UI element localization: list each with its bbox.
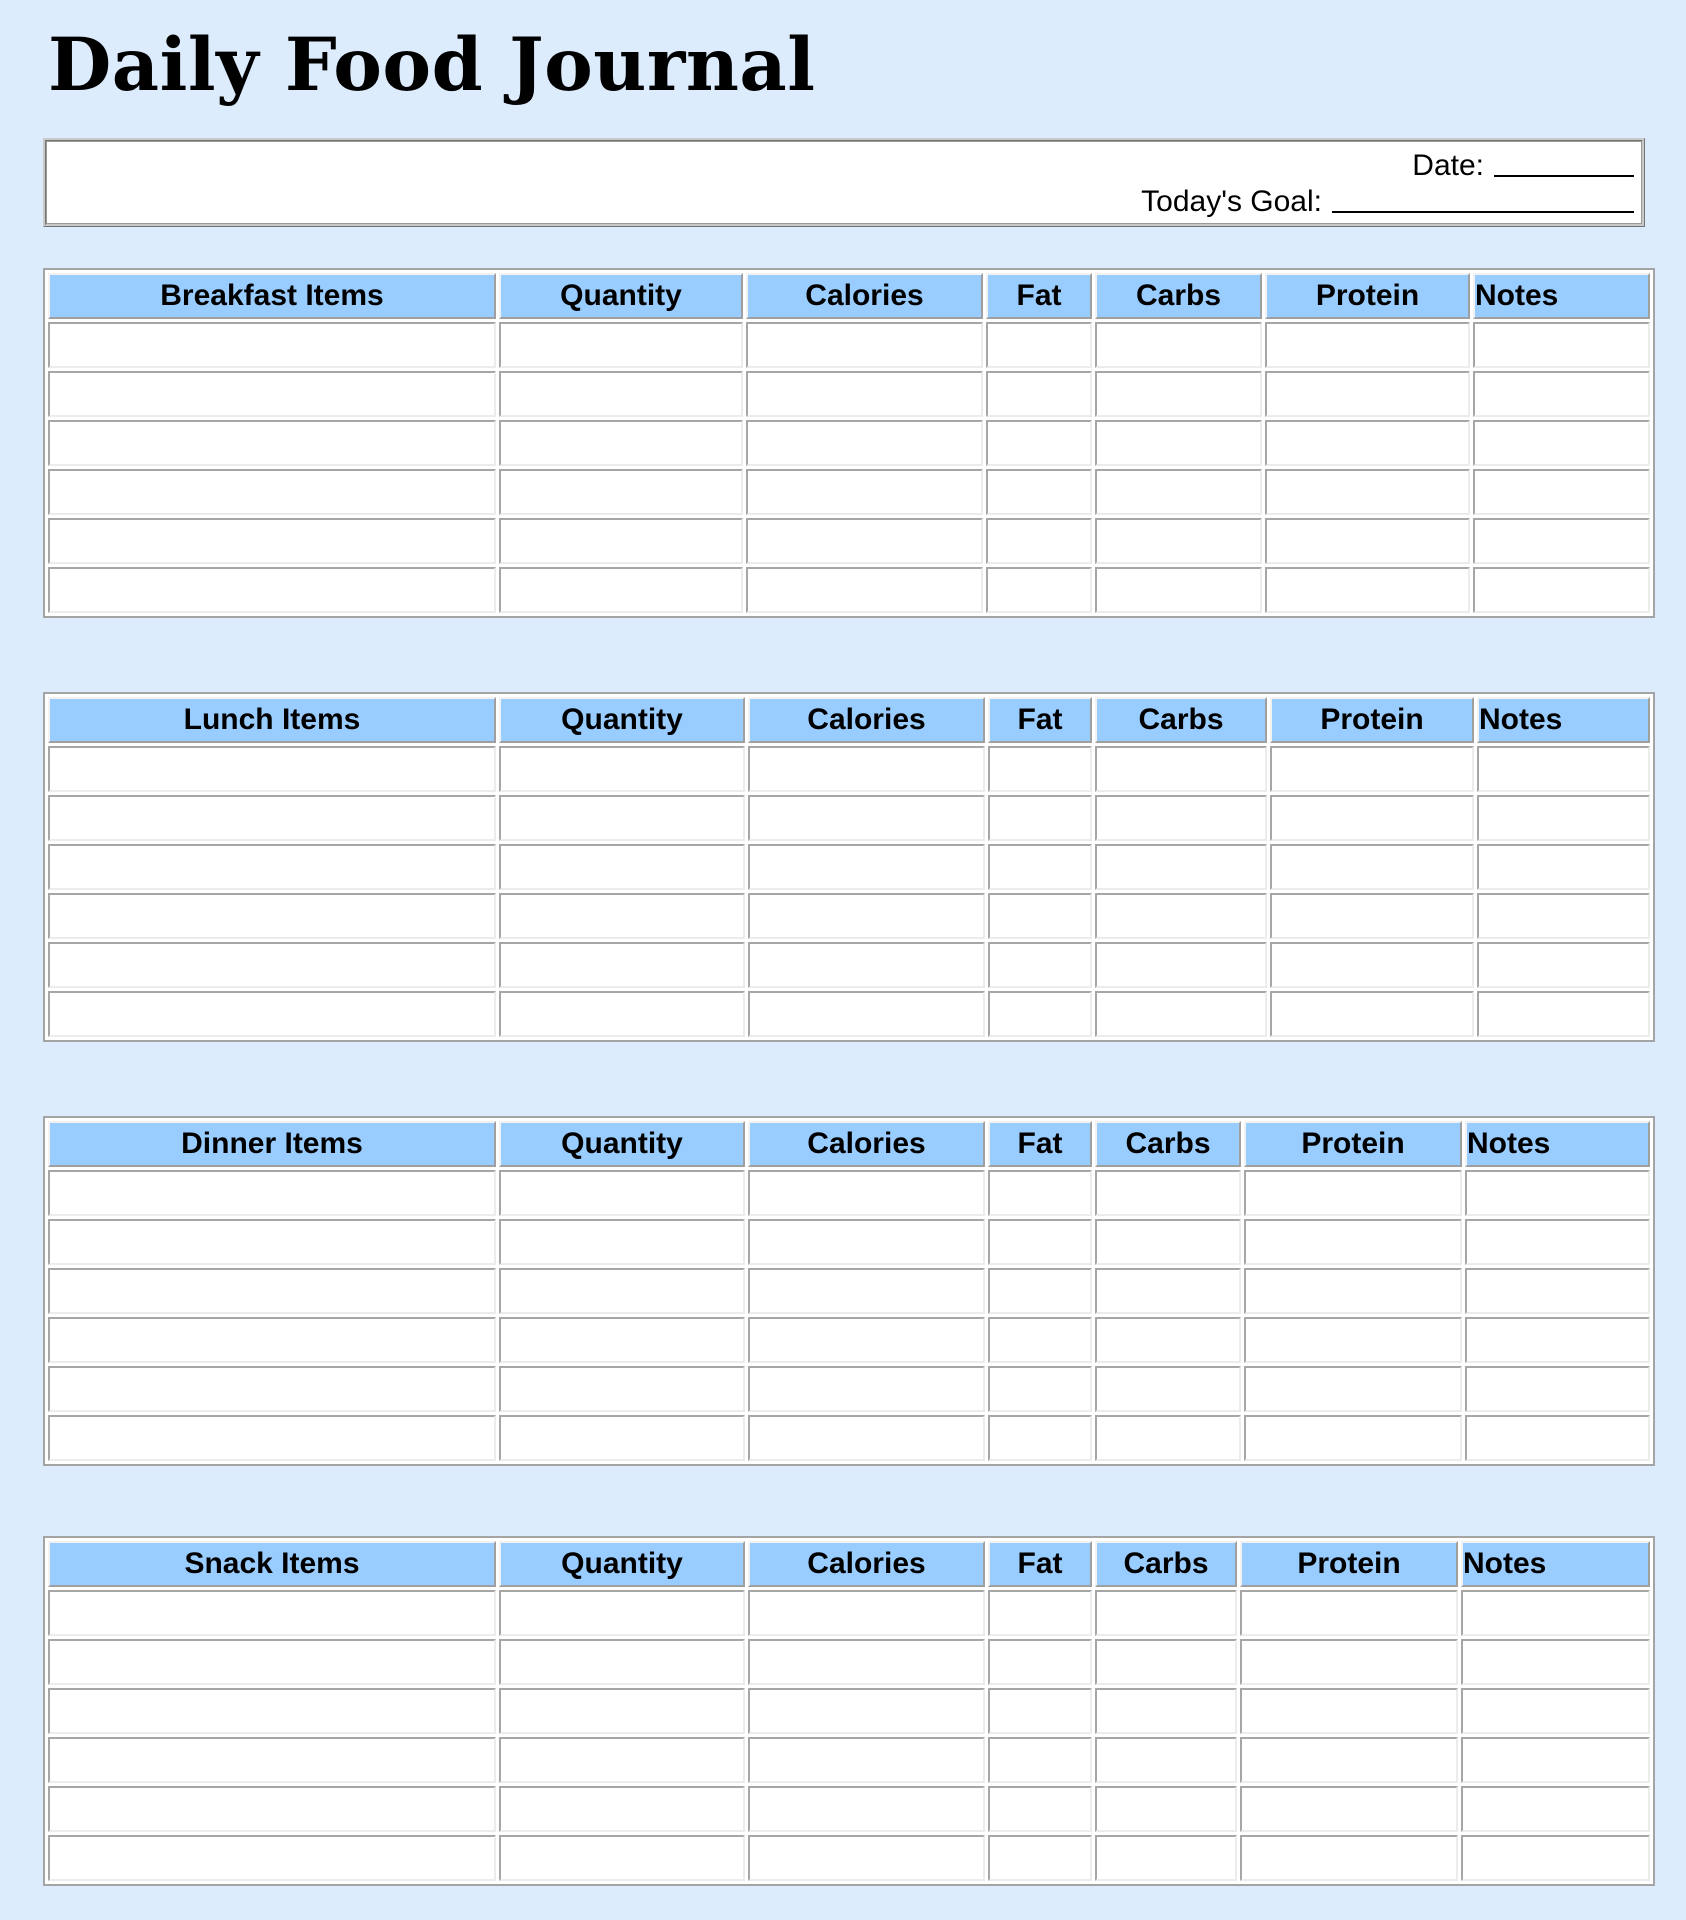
entry-cell[interactable]	[746, 322, 983, 368]
entry-cell[interactable]	[48, 1366, 496, 1412]
column-header: Protein	[1270, 697, 1474, 743]
column-header: Notes	[1473, 273, 1650, 319]
entry-cell[interactable]	[1270, 942, 1474, 988]
entry-cell[interactable]	[988, 1219, 1092, 1265]
entry-cell[interactable]	[1095, 567, 1262, 613]
entry-cell[interactable]	[499, 322, 743, 368]
entry-cell[interactable]	[499, 893, 745, 939]
entry-cell[interactable]	[1473, 469, 1650, 515]
column-header: Notes	[1465, 1121, 1650, 1167]
table-row	[48, 1415, 1650, 1461]
entry-cell[interactable]	[1461, 1688, 1650, 1734]
entry-cell[interactable]	[48, 1415, 496, 1461]
column-header: Fat	[988, 697, 1092, 743]
entry-cell[interactable]	[1461, 1737, 1650, 1783]
entry-cell[interactable]	[48, 1688, 496, 1734]
entry-cell[interactable]	[748, 746, 985, 792]
entry-cell[interactable]	[1461, 1590, 1650, 1636]
entry-cell[interactable]	[1477, 844, 1650, 890]
entry-cell[interactable]	[499, 518, 743, 564]
entry-cell[interactable]	[1240, 1639, 1458, 1685]
table-row	[48, 567, 1650, 613]
entry-cell[interactable]	[48, 746, 496, 792]
entry-cell[interactable]	[1473, 420, 1650, 466]
entry-cell[interactable]	[1095, 322, 1262, 368]
column-header: Carbs	[1095, 273, 1262, 319]
entry-cell[interactable]	[748, 1219, 985, 1265]
entry-cell[interactable]	[988, 1415, 1092, 1461]
entry-cell[interactable]	[48, 1786, 496, 1832]
column-header: Fat	[988, 1121, 1092, 1167]
entry-cell[interactable]	[48, 1268, 496, 1314]
entry-cell[interactable]	[48, 844, 496, 890]
entry-cell[interactable]	[986, 420, 1092, 466]
entry-cell[interactable]	[988, 1590, 1092, 1636]
column-header: Notes	[1461, 1541, 1650, 1587]
table-row	[48, 371, 1650, 417]
entry-cell[interactable]	[748, 1590, 985, 1636]
entry-cell[interactable]	[499, 420, 743, 466]
entry-cell[interactable]	[48, 1835, 496, 1881]
entry-cell[interactable]	[1095, 1786, 1237, 1832]
entry-cell[interactable]	[986, 567, 1092, 613]
entry-cell[interactable]	[499, 1688, 745, 1734]
table-row	[48, 746, 1650, 792]
entry-cell[interactable]	[1244, 1219, 1462, 1265]
entry-cell[interactable]	[1265, 371, 1470, 417]
column-header: Carbs	[1095, 1121, 1241, 1167]
entry-cell[interactable]	[988, 893, 1092, 939]
entry-cell[interactable]	[1477, 942, 1650, 988]
entry-cell[interactable]	[1095, 1317, 1241, 1363]
entry-cell[interactable]	[1095, 991, 1267, 1037]
column-header: Lunch Items	[48, 697, 496, 743]
entry-cell[interactable]	[1477, 746, 1650, 792]
entry-cell[interactable]	[48, 518, 496, 564]
entry-cell[interactable]	[1244, 1415, 1462, 1461]
goal-label: Today's Goal:	[1141, 185, 1322, 218]
entry-cell[interactable]	[48, 795, 496, 841]
entry-cell[interactable]	[1095, 1366, 1241, 1412]
column-header: Calories	[746, 273, 983, 319]
table-row	[48, 795, 1650, 841]
entry-cell[interactable]	[988, 1835, 1092, 1881]
table-row	[48, 1688, 1650, 1734]
entry-cell[interactable]	[1265, 518, 1470, 564]
column-header: Quantity	[499, 697, 745, 743]
column-header: Calories	[748, 697, 985, 743]
entry-cell[interactable]	[499, 942, 745, 988]
entry-cell[interactable]	[1477, 991, 1650, 1037]
entry-cell[interactable]	[746, 567, 983, 613]
table-row	[48, 942, 1650, 988]
entry-cell[interactable]	[746, 518, 983, 564]
entry-cell[interactable]	[748, 1366, 985, 1412]
goal-blank[interactable]	[1332, 185, 1634, 213]
entry-cell[interactable]	[499, 844, 745, 890]
entry-cell[interactable]	[1095, 469, 1262, 515]
entry-cell[interactable]	[48, 1170, 496, 1216]
column-header: Protein	[1240, 1541, 1458, 1587]
entry-cell[interactable]	[499, 1786, 745, 1832]
dinner-table	[43, 1116, 1655, 1466]
entry-cell[interactable]	[1095, 420, 1262, 466]
entry-cell[interactable]	[48, 991, 496, 1037]
entry-cell[interactable]	[988, 1786, 1092, 1832]
entry-cell[interactable]	[1095, 746, 1267, 792]
entry-cell[interactable]	[1473, 371, 1650, 417]
table-row	[48, 420, 1650, 466]
table-header-row	[48, 273, 1650, 319]
entry-cell[interactable]	[1473, 567, 1650, 613]
date-blank[interactable]	[1494, 149, 1634, 177]
entry-cell[interactable]	[748, 893, 985, 939]
entry-cell[interactable]	[748, 1786, 985, 1832]
column-header: Protein	[1265, 273, 1470, 319]
lunch-table	[43, 692, 1655, 1042]
entry-cell[interactable]	[1244, 1317, 1462, 1363]
column-header: Snack Items	[48, 1541, 496, 1587]
column-header: Breakfast Items	[48, 273, 496, 319]
column-header: Quantity	[499, 1541, 745, 1587]
table-row	[48, 1219, 1650, 1265]
entry-cell[interactable]	[1095, 371, 1262, 417]
entry-cell[interactable]	[748, 942, 985, 988]
entry-cell[interactable]	[48, 567, 496, 613]
entry-cell[interactable]	[48, 942, 496, 988]
table-row	[48, 469, 1650, 515]
entry-cell[interactable]	[1270, 844, 1474, 890]
entry-cell[interactable]	[748, 1268, 985, 1314]
entry-cell[interactable]	[1265, 567, 1470, 613]
entry-cell[interactable]	[1240, 1835, 1458, 1881]
table-row	[48, 991, 1650, 1037]
entry-cell[interactable]	[1095, 795, 1267, 841]
entry-cell[interactable]	[1265, 420, 1470, 466]
entry-cell[interactable]	[499, 567, 743, 613]
table-header-row	[48, 1541, 1650, 1587]
entry-cell[interactable]	[1095, 1835, 1237, 1881]
entry-cell[interactable]	[748, 1170, 985, 1216]
entry-cell[interactable]	[1465, 1170, 1650, 1216]
entry-cell[interactable]	[986, 322, 1092, 368]
entry-cell[interactable]	[499, 746, 745, 792]
column-header: Dinner Items	[48, 1121, 496, 1167]
entry-cell[interactable]	[499, 1268, 745, 1314]
column-header: Quantity	[499, 273, 743, 319]
entry-cell[interactable]	[499, 1317, 745, 1363]
entry-cell[interactable]	[988, 1268, 1092, 1314]
entry-cell[interactable]	[1240, 1786, 1458, 1832]
entry-cell[interactable]	[746, 420, 983, 466]
entry-cell[interactable]	[1244, 1268, 1462, 1314]
entry-cell[interactable]	[1270, 795, 1474, 841]
entry-cell[interactable]	[1095, 844, 1267, 890]
entry-cell[interactable]	[499, 469, 743, 515]
entry-cell[interactable]	[48, 1639, 496, 1685]
entry-cell[interactable]	[48, 1219, 496, 1265]
entry-cell[interactable]	[499, 1835, 745, 1881]
entry-cell[interactable]	[1095, 942, 1267, 988]
entry-cell[interactable]	[1270, 991, 1474, 1037]
table-row	[48, 1639, 1650, 1685]
entry-cell[interactable]	[1477, 893, 1650, 939]
entry-cell[interactable]	[1095, 893, 1267, 939]
entry-cell[interactable]	[48, 1737, 496, 1783]
table-row	[48, 844, 1650, 890]
entry-cell[interactable]	[1095, 1170, 1241, 1216]
entry-cell[interactable]	[748, 991, 985, 1037]
entry-cell[interactable]	[499, 371, 743, 417]
entry-cell[interactable]	[1095, 1415, 1241, 1461]
entry-cell[interactable]	[48, 469, 496, 515]
table-row	[48, 322, 1650, 368]
entry-cell[interactable]	[1244, 1170, 1462, 1216]
entry-cell[interactable]	[988, 1688, 1092, 1734]
entry-cell[interactable]	[499, 1366, 745, 1412]
entry-cell[interactable]	[499, 795, 745, 841]
table-row	[48, 1786, 1650, 1832]
entry-cell[interactable]	[746, 371, 983, 417]
column-header: Calories	[748, 1121, 985, 1167]
column-header: Protein	[1244, 1121, 1462, 1167]
entry-cell[interactable]	[48, 371, 496, 417]
entry-cell[interactable]	[986, 371, 1092, 417]
entry-cell[interactable]	[988, 1737, 1092, 1783]
table-row	[48, 1366, 1650, 1412]
table-row	[48, 1317, 1650, 1363]
page-title: Daily Food Journal	[48, 22, 816, 108]
entry-cell[interactable]	[988, 844, 1092, 890]
entry-cell[interactable]	[1095, 1268, 1241, 1314]
table-row	[48, 893, 1650, 939]
entry-cell[interactable]	[1095, 1639, 1237, 1685]
entry-cell[interactable]	[748, 1415, 985, 1461]
entry-cell[interactable]	[748, 1317, 985, 1363]
entry-cell[interactable]	[748, 1688, 985, 1734]
entry-cell[interactable]	[1265, 322, 1470, 368]
table-row	[48, 1170, 1650, 1216]
entry-cell[interactable]	[499, 991, 745, 1037]
entry-cell[interactable]	[1461, 1639, 1650, 1685]
entry-cell[interactable]	[988, 1317, 1092, 1363]
entry-cell[interactable]	[988, 1639, 1092, 1685]
entry-cell[interactable]	[1240, 1688, 1458, 1734]
entry-cell[interactable]	[1095, 1590, 1237, 1636]
table-row	[48, 1737, 1650, 1783]
date-goal-box	[43, 138, 1645, 227]
entry-cell[interactable]	[1461, 1786, 1650, 1832]
entry-cell[interactable]	[748, 1835, 985, 1881]
column-header: Carbs	[1095, 697, 1267, 743]
entry-cell[interactable]	[986, 469, 1092, 515]
entry-cell[interactable]	[988, 746, 1092, 792]
entry-cell[interactable]	[1240, 1590, 1458, 1636]
goal-line	[1141, 185, 1634, 219]
breakfast-table	[43, 268, 1655, 618]
entry-cell[interactable]	[499, 1415, 745, 1461]
entry-cell[interactable]	[748, 795, 985, 841]
entry-cell[interactable]	[988, 942, 1092, 988]
date-label: Date:	[1412, 149, 1484, 182]
entry-cell[interactable]	[48, 420, 496, 466]
entry-cell[interactable]	[1244, 1366, 1462, 1412]
entry-cell[interactable]	[499, 1590, 745, 1636]
entry-cell[interactable]	[748, 1737, 985, 1783]
table-row	[48, 1590, 1650, 1636]
entry-cell[interactable]	[1473, 518, 1650, 564]
entry-cell[interactable]	[988, 1170, 1092, 1216]
entry-cell[interactable]	[1465, 1317, 1650, 1363]
entry-cell[interactable]	[499, 1170, 745, 1216]
entry-cell[interactable]	[1465, 1268, 1650, 1314]
entry-cell[interactable]	[1095, 1219, 1241, 1265]
entry-cell[interactable]	[1095, 1737, 1237, 1783]
column-header: Calories	[748, 1541, 985, 1587]
entry-cell[interactable]	[1270, 893, 1474, 939]
entry-cell[interactable]	[988, 991, 1092, 1037]
entry-cell[interactable]	[499, 1219, 745, 1265]
table-header-row	[48, 1121, 1650, 1167]
entry-cell[interactable]	[1465, 1366, 1650, 1412]
column-header: Fat	[986, 273, 1092, 319]
column-header: Quantity	[499, 1121, 745, 1167]
entry-cell[interactable]	[988, 795, 1092, 841]
entry-cell[interactable]	[1270, 746, 1474, 792]
entry-cell[interactable]	[1473, 322, 1650, 368]
entry-cell[interactable]	[48, 893, 496, 939]
table-row	[48, 1835, 1650, 1881]
entry-cell[interactable]	[499, 1639, 745, 1685]
entry-cell[interactable]	[48, 322, 496, 368]
column-header: Fat	[988, 1541, 1092, 1587]
snack-table	[43, 1536, 1655, 1886]
entry-cell[interactable]	[1465, 1219, 1650, 1265]
entry-cell[interactable]	[1265, 469, 1470, 515]
entry-cell[interactable]	[1465, 1415, 1650, 1461]
entry-cell[interactable]	[1095, 518, 1262, 564]
entry-cell[interactable]	[748, 1639, 985, 1685]
entry-cell[interactable]	[986, 518, 1092, 564]
entry-cell[interactable]	[48, 1317, 496, 1363]
entry-cell[interactable]	[48, 1590, 496, 1636]
entry-cell[interactable]	[988, 1366, 1092, 1412]
entry-cell[interactable]	[1240, 1737, 1458, 1783]
entry-cell[interactable]	[748, 844, 985, 890]
column-header: Notes	[1477, 697, 1650, 743]
table-row	[48, 1268, 1650, 1314]
column-header: Carbs	[1095, 1541, 1237, 1587]
entry-cell[interactable]	[746, 469, 983, 515]
entry-cell[interactable]	[499, 1737, 745, 1783]
date-line	[1412, 149, 1634, 183]
entry-cell[interactable]	[1477, 795, 1650, 841]
entry-cell[interactable]	[1461, 1835, 1650, 1881]
table-header-row	[48, 697, 1650, 743]
table-row	[48, 518, 1650, 564]
entry-cell[interactable]	[1095, 1688, 1237, 1734]
